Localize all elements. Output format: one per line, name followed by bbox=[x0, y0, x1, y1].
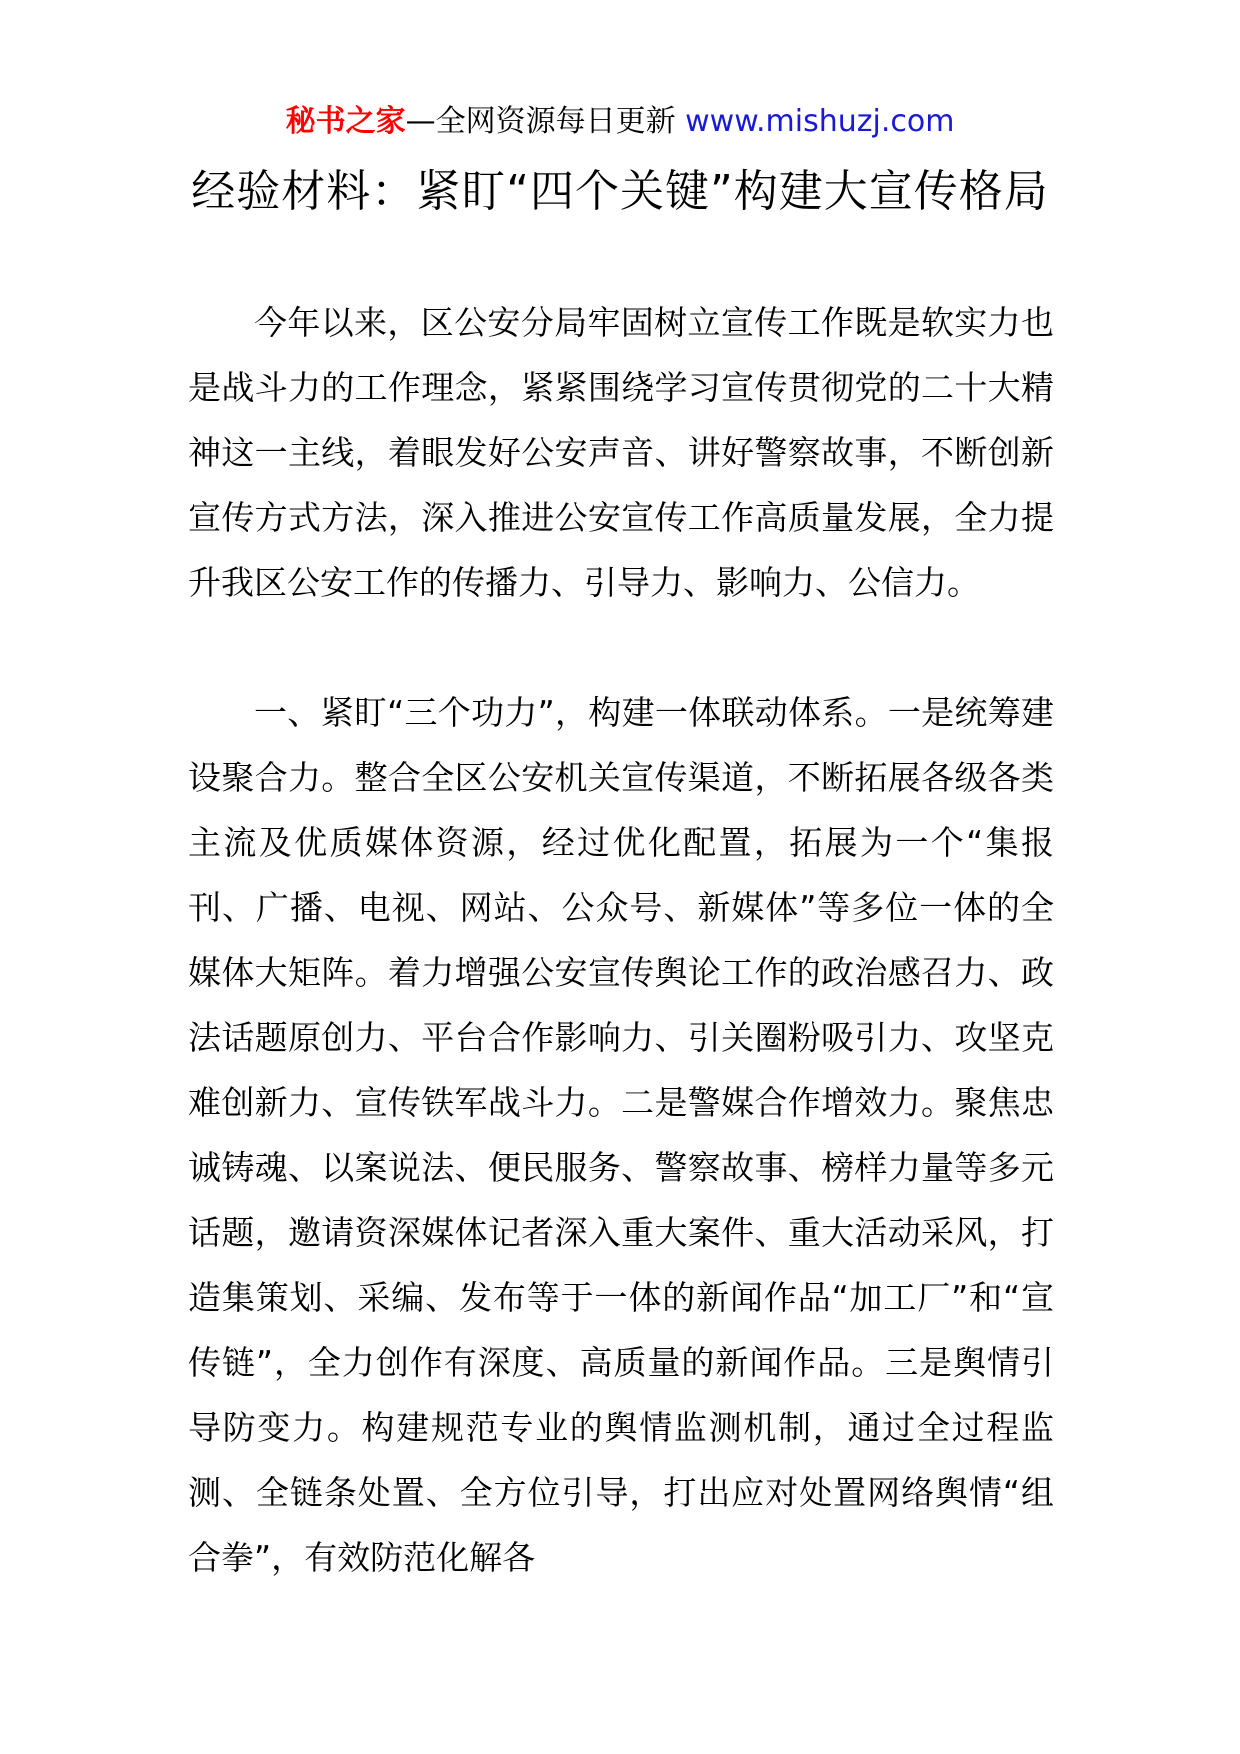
header-slogan: —全网资源每日更新 bbox=[405, 104, 676, 139]
brand-name: 秘书之家 bbox=[285, 104, 406, 139]
document-title: 经验材料：紧盯“四个关键”构建大宣传格局 bbox=[191, 166, 1049, 217]
site-header bbox=[0, 100, 1240, 144]
paragraph-intro: 今年以来，区公安分局牢固树立宣传工作既是软实力也是战斗力的工作理念，紧紧围绕学习宣传贯彻党的二十大精神这一主线，着眼发好公安声音、讲好警察故事，不断创新宣传方式方法，深入推进公安宣传工作高质量发展，全力提升我区公安工作的传播力、引导力、影响力、公信力。 bbox=[188, 303, 1054, 602]
paragraph-section-one: 一、紧盯“三个功力”，构建一体联动体系。一是统筹建设聚合力。整合全区公安机关宣传渠道，不断拓展各级各类主流及优质媒体资源，经过优化配置，拓展为一个“集报刊、广播、电视、网站、公众号、新媒体”等多位一体的全媒体大矩阵。着力增强公安宣传舆论工作的政治感召力、政法话题原创力、平台合作影响力、引关圈粉吸引力、攻坚克难创新力、宣传铁军战斗力。二是警媒合作增效力。聚焦忠诚铸魂、以案说法、便民服务、警察故事、榜样力量等多元话题，邀请资深媒体记者深入重大案件、重大活动采风，打造集策划、采编、发布等于一体的新闻作品“加工厂”和“宣传链”，全力创作有深度、高质量的新闻作品。三是舆情引导防变力。构建规范专业的舆情监测机制，通过全过程监测、全链条处置、全方位引导，打出应对处置网络舆情“组合拳”，有效防范化解各 bbox=[188, 693, 1054, 1577]
site-url-link[interactable]: www.mishuzj.com bbox=[685, 104, 955, 139]
